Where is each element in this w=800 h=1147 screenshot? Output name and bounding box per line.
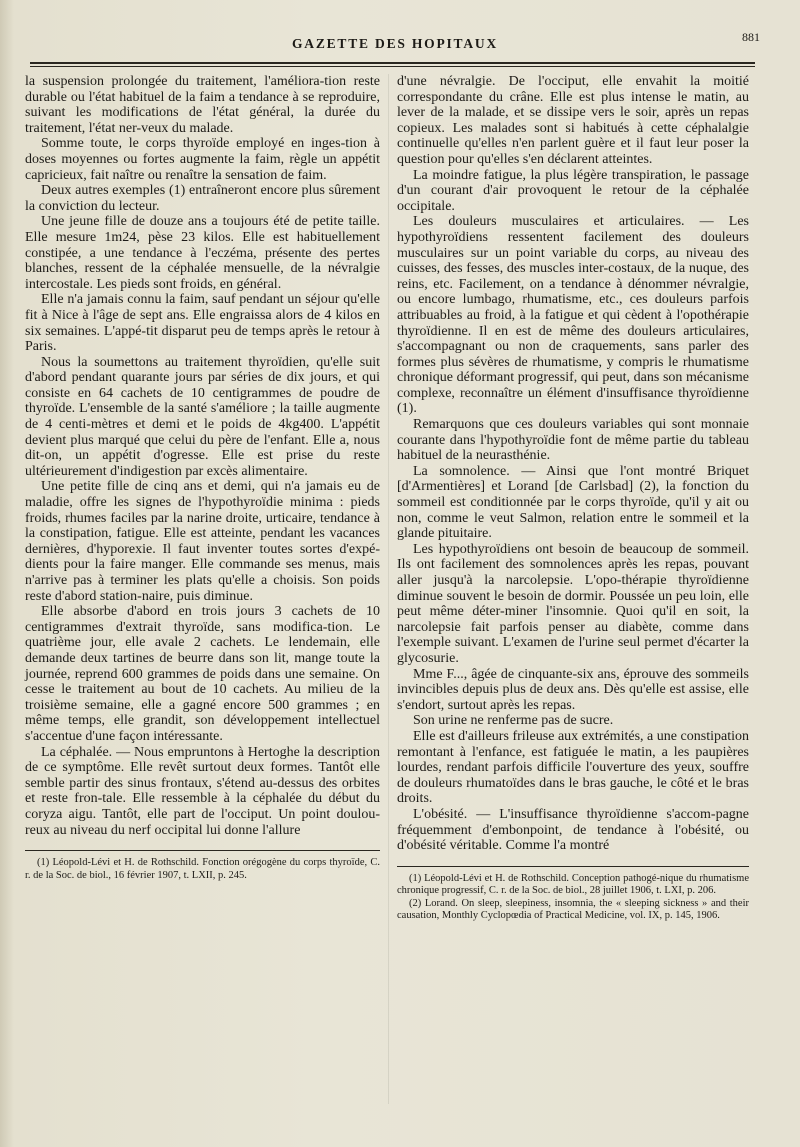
paragraph: Somme toute, le corps thyroïde employé en inges-tion à doses moyennes ou fortes augmente la faim, règle un appétit capricieux, fait naître ou renaître la sensation de faim.: [25, 136, 380, 183]
paragraph: Deux autres exemples (1) entraîneront encore plus sûrement la conviction du lecteur.: [25, 183, 380, 214]
paragraph: La moindre fatigue, la plus légère transpiration, le passage d'un courant d'air provoquent le retour de la céphalée occipitale.: [397, 167, 749, 214]
paragraph: Elle n'a jamais connu la faim, sauf pendant un séjour qu'elle fit à Nice à l'âge de sept ans. Elle engraissa alors de 4 kilos en six semaines. L'appé-tit disparut peu de temps après le retour à Paris.: [25, 292, 380, 355]
paragraph: Une jeune fille de douze ans a toujours été de petite taille. Elle mesure 1m24, pèse 23 kilos. Elle est habituellement constipée, a une tendance à l'eczéma, présente des pertes blanches, ressent de la céphalée mensuelle, de la névralgie intercostale. Les pieds sont froids, en général.: [25, 214, 380, 292]
paragraph: Elle absorbe d'abord en trois jours 3 cachets de 10 centigrammes d'extrait thyroïde, sans modifica-tion. Le quatrième jour, elle avale 2 cachets. Le lendemain, elle demande deux tartines de beurre dans son lit, mange toute la journée, reprend 600 grammes de poids dans une semaine. On cesse le traitement au bout de 10 cachets. Au milieu de la troisième semaine, elle a gagné encore 500 grammes ; en même temps, elle grandit, son développement intellectuel s'accentue d'une façon intéressante.: [25, 604, 380, 744]
footnote-rule: [397, 866, 749, 867]
page-number: 881: [742, 30, 760, 44]
column-gutter: [388, 74, 389, 1104]
paragraph: la suspension prolongée du traitement, l'améliora-tion reste durable ou l'état habituel de la faim a tendance à se reproduire, suivant les modifications de l'état général, la durée du traitement, l'état ner-veux du malade.: [25, 74, 380, 136]
footnotes: [25, 857, 380, 882]
paragraph: Nous la soumettons au traitement thyroïdien, qu'elle suit d'abord pendant quarante jours par séries de dix jours, et qui consiste en 64 cachets de 10 centigrammes de poudre de thyroïde. L'ensemble de la santé s'améliore ; la taille augmente de 4 centi-mètres et demi et le poids de 4kg400. L'appétit devient plus marqué que celui du père de l'enfant. Elle a, nous dit-on, un appétit d'ogresse. Elle est prise du reste ultérieurement d'indigestion par excès alimentaire.: [25, 354, 380, 479]
page-header: [30, 30, 760, 58]
paragraph: La céphalée. — Nous empruntons à Hertoghe la description de ce symptôme. Elle revêt surtout deux formes. Tantôt elle semble partir des sinus frontaux, s'étend au-dessus des orbites et reste fron-tale. Elle ressemble à la céphalée du début du coryza aigu. Tantôt, elle part de l'occiput. Un point doulou-reux au niveau du nerf occipital lui donne l'allure: [25, 744, 380, 838]
paragraph: Les hypothyroïdiens ont besoin de beaucoup de sommeil. Ils ont facilement des somnolences après les repas, pouvant aller jusqu'à la narcolepsie. L'opo-thérapie thyroïdienne diminue souvent le besoin de dormir. Poussée un peu loin, elle peut même déter-miner l'insomnie. Quoi qu'il en soit, la narcolepsie fait parfois penser au diabète, comme dans l'exemple suivant. L'examen de l'urine seul permet d'écarter la glycosurie.: [397, 541, 749, 666]
paragraph: Remarquons que ces douleurs variables qui sont monnaie courante dans l'hypothyroïdie font de même partie du tableau habituel de la neurasthénie.: [397, 417, 749, 464]
right-column: [397, 74, 749, 923]
footnote: (2) Lorand. On sleep, sleepiness, insomnia, the « sleeping sickness » and their causation, Monthly Cyclopœdia of Practical Medicine, vol. IX, p. 145, 1906.: [397, 897, 749, 922]
paragraph: L'obésité. — L'insuffisance thyroïdienne s'accom-pagne fréquemment d'embonpoint, de tendance à l'obésité, ou d'obésité véritable. Comme l'a montré: [397, 806, 749, 854]
footnotes: [397, 873, 749, 923]
left-column: [25, 74, 380, 882]
paragraph: Mme F..., âgée de cinquante-six ans, éprouve des sommeils invincibles depuis plus de deux ans. Dès qu'elle est assise, elle s'endort, surtout après les repas.: [397, 666, 749, 713]
header-rule-thick: [30, 62, 755, 64]
header-rule-thin: [30, 66, 755, 67]
paragraph: d'une névralgie. De l'occiput, elle envahit la moitié correspondante du crâne. Elle est plus intense le matin, au lever de la malade, et se dissipe vers le soir, après un repas copieux. Les malades sont si habitués à cette céphalalgie continuelle qu'elles n'en parlent guère et il faut leur poser la question pour qu'elles s'en déclarent atteintes.: [397, 74, 749, 167]
footnote: (1) Léopold-Lévi et H. de Rothschild. Fonction orégogène du corps thyroïde, C. r. de la Soc. de biol., 16 février 1907, t. LXII, p. 245.: [25, 857, 380, 881]
paragraph: Son urine ne renferme pas de sucre.: [413, 713, 614, 729]
paragraph: Les douleurs musculaires et articulaires. — Les hypothyroïdiens ressentent facilement des douleurs musculaires sur un point variable du corps, au niveau des cuisses, des fesses, des muscles inter-costaux, de la nuque, des reins, etc. Facilement, on a tendance à dénommer névralgie, ou encore lumbago, rhumatisme, etc., ces douleurs parfois attribuables au froid, à la fatigue et qui cèdent à l'opothérapie thyroïdienne. Il en est de même des douleurs articulaires, s'accompagnant ou non de craquements, sans parler des formes plus sévères de rhumatisme, y compris le rhumatisme chronique déformant progressif, qui peut, dans son mécanisme complexe, reconnaître un élément d'insuffisance thyroïdienne (1).: [397, 214, 749, 417]
journal-title: GAZETTE DES HOPITAUX: [291, 36, 499, 51]
footnote: (1) Léopold-Lévi et H. de Rothschild. Conception pathogé-nique du rhumatisme chronique progressif, C. r. de la Soc. de biol., 28 juillet 1906, t. LXI, p. 206.: [397, 872, 749, 897]
footnote-rule: [25, 850, 380, 851]
paragraph: Une petite fille de cinq ans et demi, qui n'a jamais eu de maladie, offre les signes de l'hypothyroïdie minima : pieds froids, rhumes faciles par la narine droite, urticaire, tendance à la constipation, fatigue. Elle est atteinte, pendant les vacances dernières, d'hyporexie. Il faut inventer toutes sortes d'expé-dients pour la faire manger. Elle commande ses menus, mais n'arrive pas à terminer les plats qu'elle a choisis. Son poids reste d'abord station-naire, puis diminue.: [25, 479, 380, 604]
paragraph: La somnolence. — Ainsi que l'ont montré Briquet [d'Armentières] et Lorand [de Carlsbad] (2), la fonction du sommeil est conditionnée par le corps thyroïde, qu'il y ait ou non, comme le veut Salmon, relation entre le sommeil et la glande pituitaire.: [397, 463, 749, 542]
paragraph: Elle est d'ailleurs frileuse aux extrémités, a une constipation remontant à l'enfance, est fatiguée le matin, a les paupières lourdes, rendant parfois difficile l'ouverture des yeux, souffre de douleurs rhumatoïdes dans le bras gauche, le côté et le bras droits.: [397, 728, 749, 807]
